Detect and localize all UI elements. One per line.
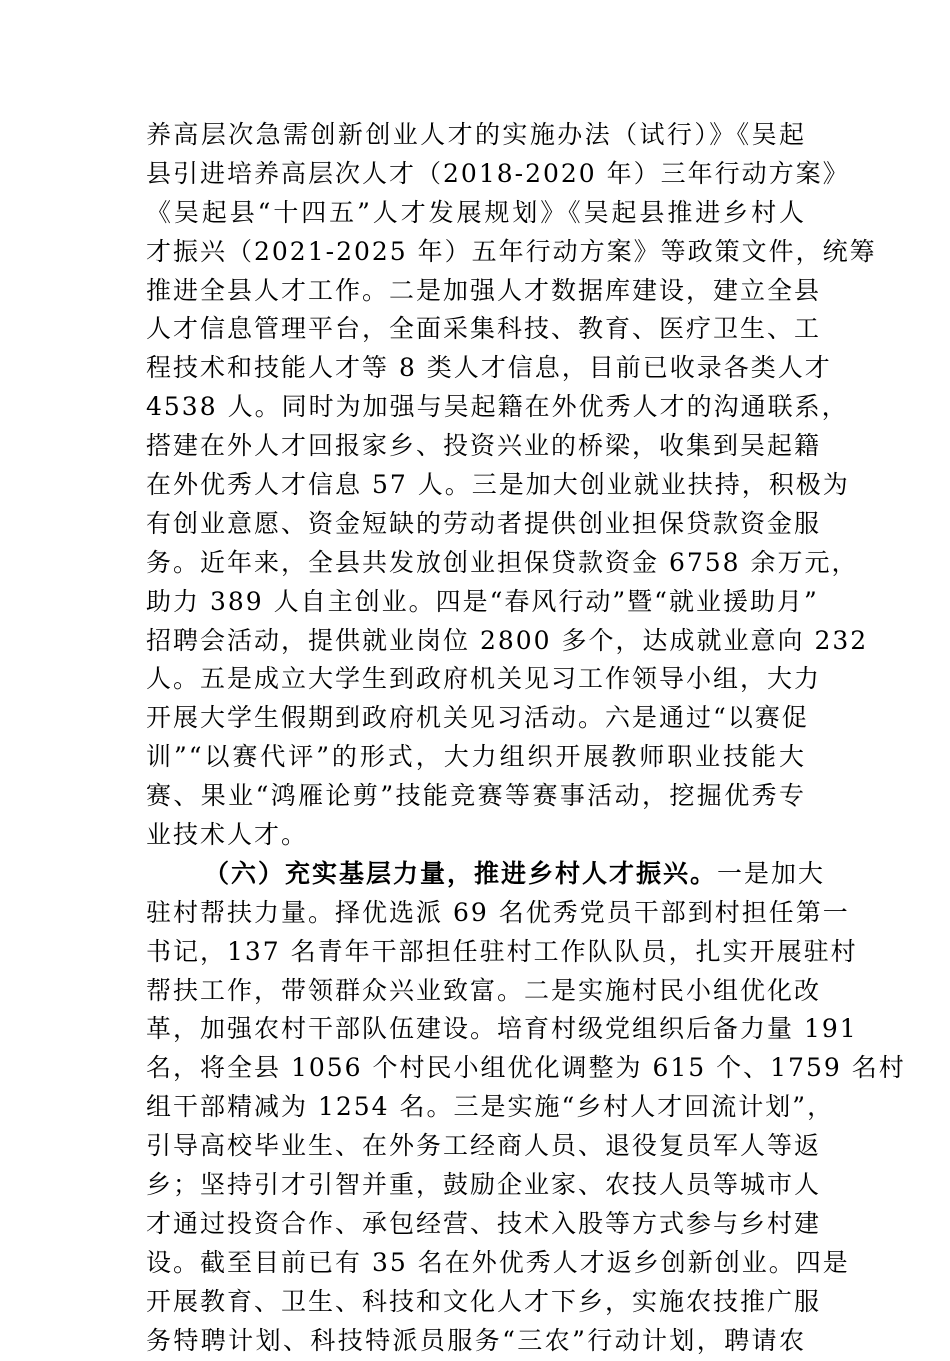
text-line: 开展教育、卫生、科技和文化人才下乡，实施农技推广服: [146, 1286, 822, 1316]
text-line: 组干部精减为 1254 名。三是实施“乡村人才回流计划”，: [146, 1092, 835, 1122]
text-line: 乡；坚持引才引智并重，鼓励企业家、农技人员等城市人: [146, 1170, 822, 1200]
text-line: 才通过投资合作、承包经营、技术入股等方式参与乡村建: [146, 1208, 822, 1238]
text-line: 开展大学生假期到政府机关见习活动。六是通过“以赛促: [146, 703, 809, 733]
text-line: 4538 人。同时为加强与吴起籍在外优秀人才的沟通联系，: [146, 392, 849, 422]
text-line: 有创业意愿、资金短缺的劳动者提供创业担保贷款资金服: [146, 508, 822, 538]
text-line: 帮扶工作，带领群众兴业致富。二是实施村民小组优化改: [146, 975, 822, 1005]
text-line: 训”“以赛代评”的形式，大力组织开展教师职业技能大: [146, 742, 806, 772]
text-line: 人。五是成立大学生到政府机关见习工作领导小组，大力: [146, 664, 822, 694]
text-line: 才振兴（2021-2025 年）五年行动方案》等政策文件，统筹: [146, 236, 877, 266]
text-line: 县引进培养高层次人才（2018-2020 年）三年行动方案》: [146, 158, 850, 188]
text-line: 名，将全县 1056 个村民小组优化调整为 615 个、1759 名村: [146, 1053, 906, 1083]
text-line: 业技术人才。: [146, 820, 309, 850]
text-line: 务特聘计划、科技特派员服务“三农”行动计划，聘请农: [146, 1325, 806, 1355]
text-line: 推进全县人才工作。二是加强人才数据库建设，建立全县: [146, 275, 822, 305]
text-line: 程技术和技能人才等 8 类人才信息，目前已收录各类人才: [146, 353, 832, 383]
text-line: 引导高校毕业生、在外务工经商人员、退役复员军人等返: [146, 1131, 822, 1161]
section-heading: （六）充实基层力量，推进乡村人才振兴。: [204, 858, 718, 888]
text-line: 设。截至目前已有 35 名在外优秀人才返乡创新创业。四是: [146, 1247, 850, 1277]
text-line: 书记，137 名青年干部担任驻村工作队队员，扎实开展驻村: [146, 936, 858, 966]
text-line: 人才信息管理平台，全面采集科技、教育、医疗卫生、工: [146, 314, 822, 344]
text-line: 驻村帮扶力量。择优选派 69 名优秀党员干部到村担任第一: [146, 897, 850, 927]
text-line: 赛、果业“鸿雁论剪”技能竞赛等赛事活动，挖掘优秀专: [146, 781, 806, 811]
text-line: 助力 389 人自主创业。四是“春风行动”暨“就业援助月”: [146, 586, 819, 616]
section-first-line: [146, 855, 826, 894]
text-line: 招聘会活动，提供就业岗位 2800 多个，达成就业意向 232: [146, 625, 869, 655]
text-line: 革，加强农村干部队伍建设。培育村级党组织后备力量 191: [146, 1014, 858, 1044]
body-text: [146, 116, 906, 1361]
text-line: 《吴起县“十四五”人才发展规划》《吴起县推进乡村人: [146, 197, 806, 227]
text-line: 搭建在外人才回报家乡、投资兴业的桥梁，收集到吴起籍: [146, 431, 822, 461]
text-line: 养高层次急需创新创业人才的实施办法（试行）》《吴起: [146, 120, 806, 149]
text-fragment: 一是加大: [717, 858, 826, 888]
text-line: 在外优秀人才信息 57 人。三是加大创业就业扶持，积极为: [146, 470, 850, 500]
text-line: 务。近年来，全县共发放创业担保贷款资金 6758 余万元，: [146, 547, 859, 577]
